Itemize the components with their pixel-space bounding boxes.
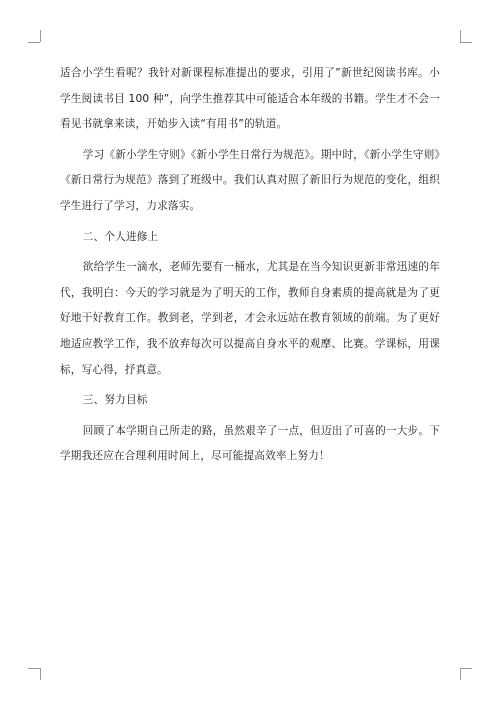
- paragraph-code-of-conduct: 学习《新小学生守则》《新小学生日常行为规范》。期中时，《新小学生守则》《新日常行为规范》落到了班级中。我们认真对照了新旧行为规范的变化，组织学生进行了学习，力求落实。: [60, 148, 440, 212]
- paragraph-personal-study: 欲给学生一滴水，老师先要有一桶水，尤其是在当今知识更新非常迅速的年代，我明白：今天的学习就是为了明天的工作，教师自身素质的提高就是为了更好地干好教育工作。教到老，学到老，才会永远站在教育领域的前端。为了更好地适应教学工作，我不放弃每次可以提高自身水平的观摩、比赛。学课标，用课标，写心得，抒真意。: [60, 261, 440, 376]
- paragraph-reading-list: 适合小学生看呢？我针对新课程标准提出的要求，引用了”新世纪阅读书库。小学生阅读书目 100 种”，向学生推荐其中可能适合本年级的书籍。学生才不会一看见书就拿来读，开始步入读“有用书”的轨道。: [60, 67, 440, 131]
- section-heading-personal-study: 二、个人进修上: [82, 230, 159, 243]
- document-body: [60, 61, 440, 475]
- paragraph-goals: 回顾了本学期自己所走的路，虽然艰辛了一点，但迈出了可喜的一大步。下学期我还应在合理利用时间上，尽可能提高效率上努力！: [60, 424, 440, 463]
- section-heading-goals: 三、努力目标: [82, 394, 148, 407]
